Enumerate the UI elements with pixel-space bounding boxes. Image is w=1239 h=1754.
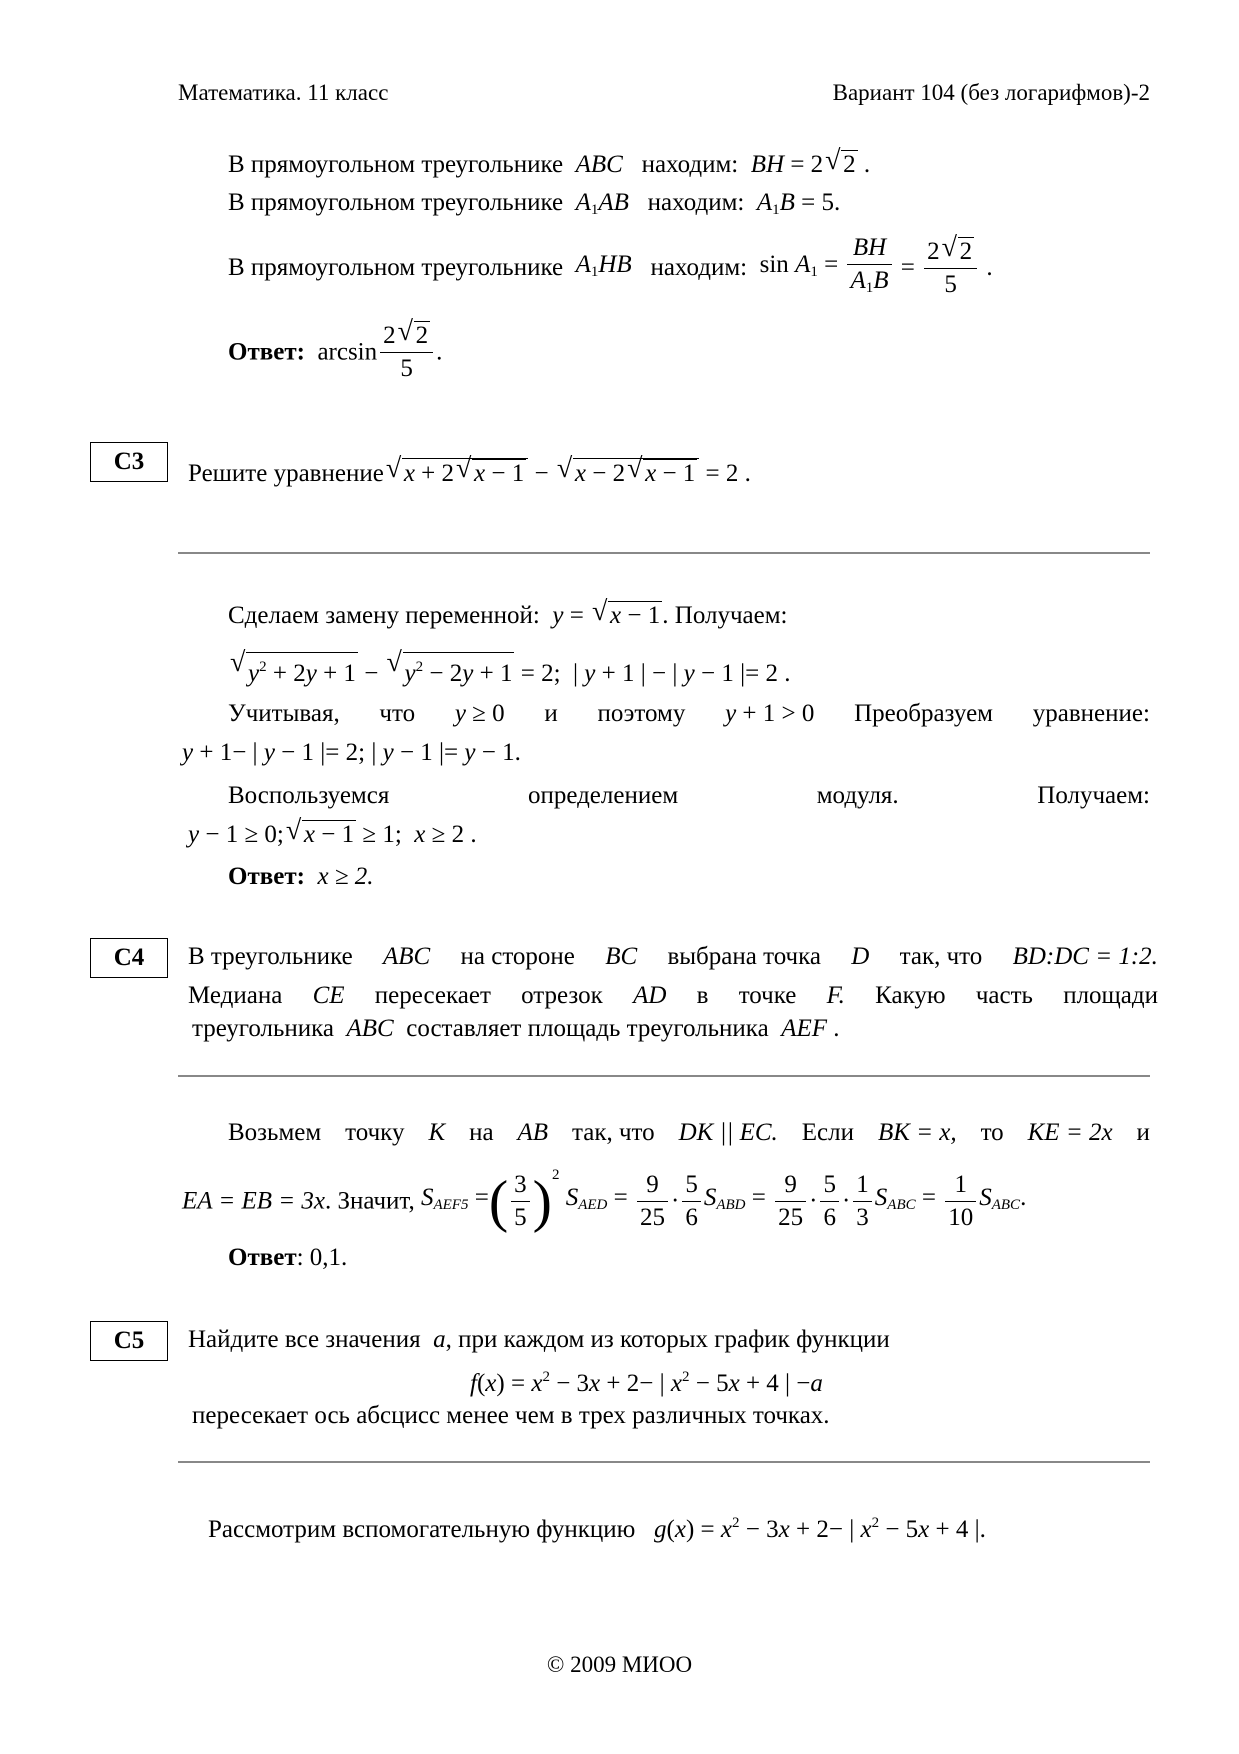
problem-label-c5: C5: [90, 1321, 168, 1361]
c2-line1: В прямоугольном треугольнике ABC находим: BH = 2√ 2 .: [228, 150, 870, 180]
c3-sol-line1: Сделаем замену переменной: y = √ x − 1. Получаем:: [228, 601, 788, 631]
c3-sol-line3: Учитывая, что y ≥ 0 и поэтому y + 1 > 0 Преобразуем уравнение:: [228, 700, 1150, 727]
separator-c5: [178, 1461, 1150, 1463]
c4-sol-line1: Возьмем точку K на AB так, что DK || EC. Если BK = x, то KE = 2x и: [228, 1119, 1150, 1146]
c3-answer: Ответ: x ≥ 2.: [228, 863, 374, 890]
c5-statement-line1: Найдите все значения a, при каждом из которых график функции: [188, 1326, 890, 1353]
header-left: Математика. 11 класс: [178, 80, 389, 105]
c4-sol-line2: EA = EB = 3x. Значит, $S_{AEF5}$ =( $\frac{3}{5}$ )$^2$ $S_{AED}$ = $\frac{9}{25}$ · $\frac{5}{6}$ $S_{ABD}$ = $\frac{9}{25}$ · $\frac{5}{6}$ · $\frac{1}{3}$ $S_{ABC}$ = $\frac{1}{10}$ $S_{ABC}$.: [182, 1167, 1027, 1234]
footer-copyright: © 2009 МИОО: [546, 1652, 693, 1677]
c5-function: $f(x) = x^2 - 3x + 2-$ | $x^2 - 5x + 4$ | −a: [470, 1369, 823, 1397]
separator-c4: [178, 1075, 1150, 1077]
c2-line2: В прямоугольном треугольнике $A_1AB$ находим: $A_1B = 5$.: [228, 189, 841, 218]
separator-c3: [178, 552, 1150, 554]
header-right: Вариант 104 (без логарифмов)-2: [832, 80, 1150, 105]
c4-statement-line3: треугольника ABC составляет площадь треугольника AEF .: [192, 1015, 840, 1042]
c2-line3: В прямоугольном треугольнике $A_1HB$ находим: $\sin A_1$ = $\frac{BH}{A_1B}$ = $\frac{2√ 2}{5}$ .: [228, 232, 993, 304]
c3-statement: Решите уравнение√ x + 2√ x − 1 − √ x − 2√ x − 1 = 2 .: [188, 458, 751, 489]
c3-sol-line6: y − 1 ≥ 0;√ x − 1 ≥ 1; x ≥ 2 .: [188, 820, 477, 850]
c5-statement-line3: пересекает ось абсцисс менее чем в трех различных точках.: [192, 1402, 830, 1429]
c3-sol-line2: √ $y^2 + 2y + 1$ − √ $y^2 - 2y + 1 = 2$; | y + 1 | − | y − 1 |= 2 .: [228, 652, 790, 689]
c3-sol-line5: Воспользуемся определением модуля. Получаем:: [228, 782, 1150, 809]
c3-sol-line4: y + 1− | y − 1 |= 2; | y − 1 |= y − 1.: [182, 739, 521, 766]
c4-answer: Ответ: 0,1.: [228, 1244, 348, 1271]
problem-label-c4: C4: [90, 938, 168, 978]
c5-sol-line1: Рассмотрим вспомогательную функцию $g(x) = x^2 - 3x + 2-$ | $x^2 - 5x + 4$ |.: [208, 1515, 986, 1543]
c4-statement-line2: Медиана CE пересекает отрезок AD в точке F. Какую часть площади: [188, 982, 1158, 1009]
c4-statement-line1: В треугольнике ABC на стороне BC выбрана точка D так, что BD:DC = 1:2.: [188, 943, 1158, 970]
problem-label-c3: C3: [90, 442, 168, 482]
c2-answer: Ответ: arcsin $\frac{2√ 2}{5}$ .: [228, 320, 442, 385]
